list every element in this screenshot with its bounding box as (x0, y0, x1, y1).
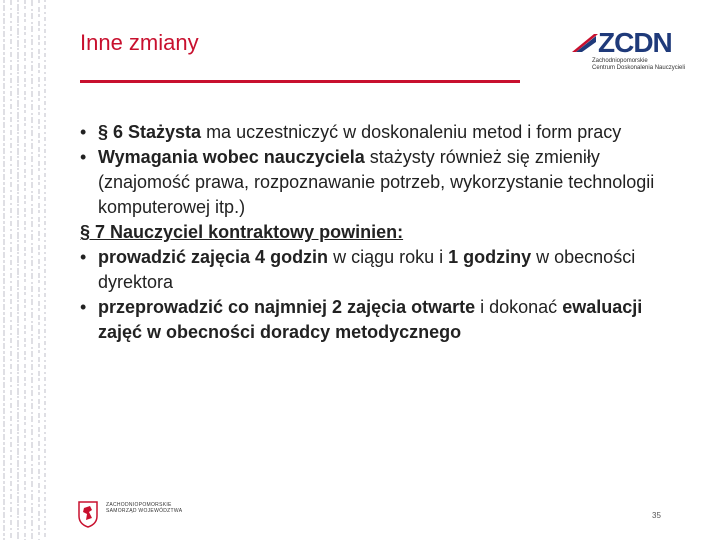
slide-body (80, 120, 680, 345)
bullet-wymagania (80, 145, 680, 220)
footer-line1: ZACHODNIOPOMORSKIE (106, 502, 172, 508)
logo-brand-text: ZCDN (598, 27, 672, 58)
page-number: 35 (652, 511, 661, 520)
bullet-3-text-a: w ciągu roku i (328, 247, 449, 267)
zcdn-logo (570, 28, 685, 76)
logo-subtitle (592, 58, 687, 72)
section-heading-text: § 7 Nauczyciel kontraktowy powinien: (80, 222, 404, 242)
title-underline (80, 80, 520, 83)
bullet-3-bold-a: prowadzić zajęcia 4 godzin (98, 247, 329, 267)
bullet-2-text: stażysty również się zmieniły (znajomość prawa, rozpoznawanie potrzeb, wykorzystanie technologii komputerowej itp.) (98, 147, 655, 217)
section-heading (80, 220, 680, 245)
footer-samorzad-logo (76, 500, 226, 532)
slide-title: Inne zmiany (80, 30, 199, 55)
logo-subtitle-line2: Centrum Doskonalenia Nauczycieli (592, 65, 686, 71)
decorative-handwriting-strip (0, 0, 50, 540)
bullet-2-bold: Wymagania wobec nauczyciela (98, 147, 365, 167)
bullet-1-bold: § 6 Stażysta (98, 122, 202, 142)
bullet-4-bold-b: ewaluacji zajęć w obecności doradcy metodycznego (98, 297, 643, 342)
handwriting-pattern (0, 0, 50, 540)
bullet-3-text-b: w obecności dyrektora (98, 247, 636, 292)
bullet-prowadzic (80, 245, 680, 295)
bullet-3-bold-b: 1 godziny (448, 247, 532, 267)
bullet-4-bold-a: przeprowadzić co najmniej 2 zajęcia otwarte (98, 297, 476, 317)
footer-text (106, 502, 182, 514)
bullet-4-text: i dokonać (475, 297, 563, 317)
bullet-1-text: ma uczestniczyć w doskonaleniu metod i form pracy (201, 122, 622, 142)
griffin-emblem-icon (76, 500, 100, 528)
footer-line2: SAMORZĄD WOJEWÓDZTWA (106, 508, 183, 514)
bullet-przeprowadzic (80, 295, 680, 345)
logo-subtitle-line1: Zachodniopomorskie (592, 58, 648, 64)
bullet-stazysta (80, 120, 680, 145)
logo-mark-icon (570, 32, 598, 54)
